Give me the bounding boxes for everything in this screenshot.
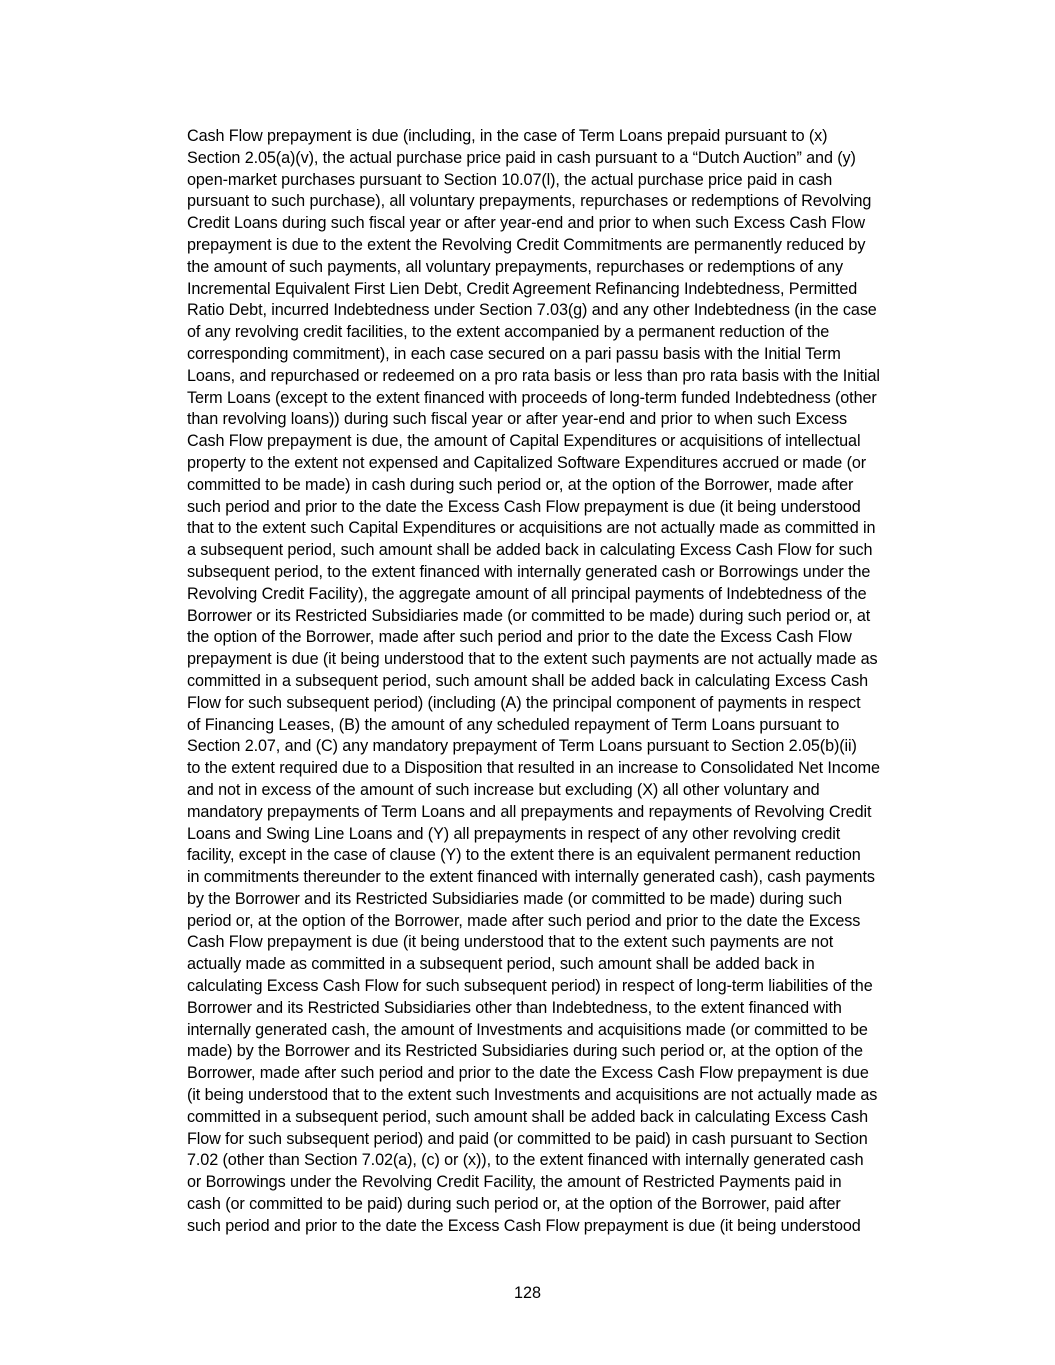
text-line: Borrower or its Restricted Subsidiaries made (or committed to be made) during such period or, at	[187, 606, 871, 625]
text-line: (it being understood that to the extent such Investments and acquisitions are not actually made as	[187, 1086, 878, 1105]
text-line: committed in a subsequent period, such amount shall be added back in calculating Excess Cash	[187, 671, 868, 690]
text-line: Incremental Equivalent First Lien Debt, Credit Agreement Refinancing Indebtedness, Permitted	[187, 279, 858, 298]
text-line: Cash Flow prepayment is due (including, in the case of Term Loans prepaid pursuant to (x)	[187, 127, 828, 145]
text-line: Flow for such subsequent period) and paid (or committed to be paid) in cash pursuant to Section	[187, 1129, 868, 1148]
text-line: to the extent required due to a Disposition that resulted in an increase to Consolidated Net Income	[187, 759, 880, 778]
text-line: facility, except in the case of clause (Y) to the extent there is an equivalent permanent reduction	[187, 846, 861, 865]
text-line: of Financing Leases, (B) the amount of any scheduled repayment of Term Loans pursuant to	[187, 715, 840, 734]
text-line: that to the extent such Capital Expenditures or acquisitions are not actually made as committed in	[187, 519, 876, 538]
text-line: Loans and Swing Line Loans and (Y) all prepayments in respect of any other revolving credit	[187, 824, 841, 843]
text-line: Term Loans (except to the extent financed with proceeds of long-term funded Indebtedness (other	[187, 388, 877, 407]
text-line: made) by the Borrower and its Restricted Subsidiaries during such period or, at the option of the	[187, 1042, 863, 1061]
text-line: than revolving loans)) during such fiscal year or after year-end and prior to when such Excess	[187, 410, 848, 429]
text-line: mandatory prepayments of Term Loans and all prepayments and repayments of Revolving Credit	[187, 802, 872, 821]
text-line: Credit Loans during such fiscal year or after year-end and prior to when such Excess Cash Flow	[187, 214, 866, 233]
text-line: of any revolving credit facilities, to the extent accompanied by a permanent reduction of the	[187, 323, 830, 342]
text-line: property to the extent not expensed and Capitalized Software Expenditures accrued or made (or	[187, 453, 867, 472]
text-line: the option of the Borrower, made after such period and prior to the date the Excess Cash Flow	[187, 628, 852, 647]
text-line: subsequent period, to the extent financed with internally generated cash or Borrowings under the	[187, 562, 871, 581]
text-line: Borrower and its Restricted Subsidiaries other than Indebtedness, to the extent financed with	[187, 998, 842, 1017]
body-paragraph	[187, 126, 947, 1238]
text-line: or Borrowings under the Revolving Credit Facility, the amount of Restricted Payments paid in	[187, 1173, 842, 1192]
text-line: Loans, and repurchased or redeemed on a pro rata basis or less than pro rata basis with the Initial	[187, 366, 880, 385]
text-line: a subsequent period, such amount shall be added back in calculating Excess Cash Flow for such	[187, 541, 873, 560]
text-line: Revolving Credit Facility), the aggregate amount of all principal payments of Indebtedness of the	[187, 584, 867, 603]
text-line: Cash Flow prepayment is due, the amount of Capital Expenditures or acquisitions of intellectual	[187, 432, 861, 451]
text-line: prepayment is due to the extent the Revolving Credit Commitments are permanently reduced by	[187, 235, 866, 254]
text-line: Section 2.05(a)(v), the actual purchase price paid in cash pursuant to a “Dutch Auction” and (y)	[187, 148, 856, 167]
text-line: Section 2.07, and (C) any mandatory prepayment of Term Loans pursuant to Section 2.05(b)(ii)	[187, 737, 857, 756]
text-line: Borrower, made after such period and prior to the date the Excess Cash Flow prepayment is due	[187, 1064, 869, 1083]
text-line: cash (or committed to be paid) during such period or, at the option of the Borrower, paid after	[187, 1195, 841, 1214]
text-line: by the Borrower and its Restricted Subsidiaries made (or committed to be made) during such	[187, 889, 842, 908]
text-line: calculating Excess Cash Flow for such subsequent period) in respect of long-term liabilities of the	[187, 977, 873, 996]
text-line: pursuant to such purchase), all voluntary prepayments, repurchases or redemptions of Revolving	[187, 192, 872, 211]
text-line: 7.02 (other than Section 7.02(a), (c) or (x)), to the extent financed with internally generated cash	[187, 1151, 864, 1170]
text-line: Ratio Debt, incurred Indebtedness under Section 7.03(g) and any other Indebtedness (in the case	[187, 301, 877, 320]
text-line: open-market purchases pursuant to Section 10.07(l), the actual purchase price paid in cash	[187, 170, 833, 189]
text-line: internally generated cash, the amount of Investments and acquisitions made (or committed to be	[187, 1020, 868, 1039]
text-line: Flow for such subsequent period) (including (A) the principal component of payments in respect	[187, 693, 861, 712]
text-line: prepayment is due (it being understood that to the extent such payments are not actually made as	[187, 650, 878, 669]
text-line: such period and prior to the date the Excess Cash Flow prepayment is due (it being understood	[187, 497, 861, 516]
text-line: the amount of such payments, all voluntary prepayments, repurchases or redemptions of any	[187, 257, 844, 276]
text-line: in commitments thereunder to the extent financed with internally generated cash), cash payments	[187, 868, 875, 887]
text-line: such period and prior to the date the Excess Cash Flow prepayment is due (it being understood	[187, 1216, 861, 1235]
text-line: Cash Flow prepayment is due (it being understood that to the extent such payments are not	[187, 933, 834, 952]
text-line: committed to be made) in cash during such period or, at the option of the Borrower, made after	[187, 475, 854, 494]
page-number: 128	[513, 1284, 541, 1302]
text-line: actually made as committed in a subsequent period, such amount shall be added back in	[187, 955, 815, 974]
text-line: period or, at the option of the Borrower, made after such period and prior to the date the Excess	[187, 911, 861, 930]
text-line: committed in a subsequent period, such amount shall be added back in calculating Excess Cash	[187, 1107, 868, 1126]
text-line: corresponding commitment), in each case secured on a pari passu basis with the Initial Term	[187, 344, 841, 363]
text-line: and not in excess of the amount of such increase but excluding (X) all other voluntary and	[187, 780, 820, 799]
